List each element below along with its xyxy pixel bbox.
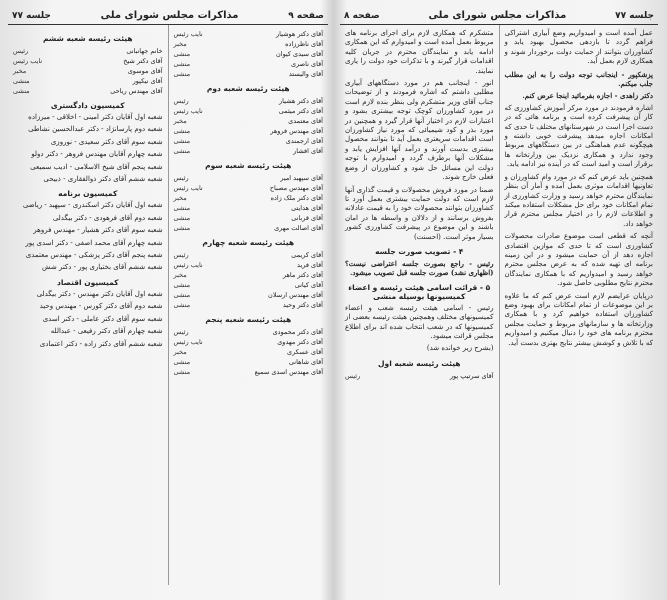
paragraph: ضمنا در مورد فروش محصولات و قیمت گذاری آنها لازم است که دولت حمایت بیشتری بعمل آورد تا کشاورزان بتوانند محصولات خود را به قیمت عادلانه بفروش برسانند و از دلالان و واسطه ها در امان باشند و این موضوع در پیشرفت کشاورزی کشور بسیار موثر است. (احسنت) bbox=[345, 185, 494, 241]
paragraph: شعبه ششم آقای دکتر زاده - دکتر اعتمادی bbox=[39, 339, 163, 348]
member-name: آقای مهندس مصباح bbox=[269, 184, 323, 192]
member-name: آقای سیدی کیوان bbox=[275, 50, 323, 58]
column bbox=[8, 25, 168, 585]
member-name: آقای ناصری bbox=[290, 60, 323, 68]
member-name: آقای شاهانی bbox=[288, 358, 323, 366]
paragraph: رئیس - اسامی هیئت رئیسه شعب و اعضاء کمیسیونهای مختلف وهمچنین هیئت رئیسه بعضی از کمیسیونها که در شعب انتخاب شده اند برای اطلاع مجلس قرائت میشود. bbox=[345, 303, 494, 340]
member-name: آقای سرتیپ پور bbox=[449, 371, 494, 380]
member-row bbox=[174, 69, 324, 79]
section-heading: هیئت رئیسه شعبه ششم bbox=[42, 34, 133, 43]
member-role: منشی bbox=[173, 60, 191, 68]
member-name: آقای اصالت مهری bbox=[274, 224, 323, 232]
member-role: منشی bbox=[173, 70, 191, 78]
member-role: مخبر bbox=[13, 67, 27, 75]
paragraph: شعبه پنجم آقای دکتر پزشکی - مهندس معتمدی bbox=[25, 251, 163, 260]
member-name: آقای دکتر میثمی bbox=[278, 107, 323, 115]
paragraph: دکتر زاهدی - اجازه بفرمائید اینجا عرض کنم. bbox=[522, 91, 653, 101]
member-role: منشی bbox=[173, 281, 191, 289]
member-role: مخبر bbox=[173, 271, 187, 279]
page-number: صفحه ۸ bbox=[344, 10, 380, 21]
member-row bbox=[13, 86, 163, 96]
member-row bbox=[174, 213, 324, 223]
page-title: مذاکرات مجلس شورای ملی bbox=[100, 10, 239, 21]
member-role: منشی bbox=[173, 127, 191, 135]
member-name: آقای کریمی bbox=[291, 251, 323, 259]
member-role: منشی bbox=[13, 87, 30, 95]
page-title: مذاکرات مجلس شورای ملی bbox=[428, 10, 567, 21]
member-name: آقای معتمدی bbox=[288, 117, 323, 125]
member-role: مخبر bbox=[173, 194, 187, 202]
paragraph: شعبه دوم پارسانژاد - دکتر عبدالحسین نشاطی bbox=[28, 125, 163, 134]
paragraph: شعبه ششم آقای دکتر ذوالفقاری - ذبیحی bbox=[43, 175, 163, 184]
member-role: منشی bbox=[173, 224, 191, 232]
member-role: منشی bbox=[173, 214, 191, 222]
member-row bbox=[174, 270, 324, 280]
right-page-header bbox=[340, 8, 658, 25]
member-role: منشی bbox=[173, 50, 191, 58]
member-row bbox=[174, 337, 324, 347]
section-heading: هیئت رئیسه شعبه سوم bbox=[205, 161, 292, 170]
member-name: آقای دکتر مهدوی bbox=[277, 338, 323, 346]
session-number: جلسه ۷۷ bbox=[615, 10, 654, 21]
paragraph: شعبه پنجم آقای شیخ الاسلامی - ادیب سمیعی bbox=[30, 162, 163, 171]
column bbox=[499, 25, 659, 585]
column bbox=[340, 25, 499, 585]
member-row bbox=[174, 193, 324, 203]
paragraph: شعبه اول آقایان دکتر مهندس - دکتر بیگدلی bbox=[36, 289, 163, 298]
paragraph: (بشرح زیر خوانده شد) bbox=[426, 344, 494, 353]
paragraph: آنچه که قطعی است موضوع صادرات محصولات کشاورزی است که تا حدی که موازین اقتصادی اجازه دهد از آن حمایت میشود و در این زمینه برنامه ای تهیه شده که به عرض مجلس محترم خواهد رسید و امیدواریم که با همکاری نمایندگان محترم نتایج مطلوبی حاصل شود. bbox=[504, 232, 653, 288]
paragraph: عمل آمده است و امیدواریم وضع آبیاری اشتراکی فراهم گردد تا بازدهی محصول بهبود یابد و کشاورزان بتوانند از حمایت دولت برخوردار شوند و همکاری لازم بعمل آید. bbox=[504, 29, 653, 66]
member-role: رئیس bbox=[13, 47, 29, 55]
member-role: منشی bbox=[173, 137, 191, 145]
member-row bbox=[174, 223, 324, 233]
member-role: منشی bbox=[173, 147, 191, 155]
member-name: آقای هدایتی bbox=[291, 204, 323, 212]
member-name: آقای موسوی bbox=[127, 67, 163, 75]
member-role: مخبر bbox=[173, 40, 187, 48]
paragraph: شعبه اول آقایان دکتر امینی - اخلاقی - میرزاده bbox=[28, 113, 163, 121]
member-role: نایب رئیس bbox=[13, 57, 43, 65]
member-name: آقای دکتر شیخ bbox=[123, 57, 163, 65]
member-role: مخبر bbox=[173, 117, 187, 125]
member-role: رئیس bbox=[173, 174, 189, 182]
member-row bbox=[174, 290, 324, 300]
paragraph: شعبه چهارم آقایان مهندس فروهر - دکتر دولو bbox=[31, 150, 163, 159]
section-heading: ۵ - قرائت اسامی هیئت رئیسه و اعضاء کمیسیونها بوسیله منشی bbox=[348, 282, 491, 301]
left-page bbox=[8, 8, 328, 592]
paragraph: شعبه چهارم آقای دکتر رفیعی - عبدالله bbox=[50, 327, 163, 336]
member-row bbox=[174, 116, 324, 126]
paragraph: شعبه دوم آقای دکتر کورس - مهندس وحید bbox=[39, 302, 163, 311]
member-row bbox=[174, 146, 324, 156]
member-row bbox=[174, 136, 324, 146]
member-name: آقای کیانی bbox=[294, 281, 323, 289]
paragraph: پزشکپور - اینجانب توجه دولت را به این مطلب جلب میکنم. bbox=[504, 69, 653, 89]
member-row bbox=[174, 183, 324, 193]
member-row bbox=[174, 367, 324, 377]
member-name: آقای فرید bbox=[297, 261, 323, 269]
member-name: آقای مهندس ریاحی bbox=[110, 87, 163, 95]
member-name: آقای دکتر وحید bbox=[282, 301, 323, 309]
paragraph: انور - اینجانب هم در مورد دستگاههای آبیاری مطلبی داشتم که اشاره فرمودند و از توضیحات جناب آقای وزیر متشکرم ولی بنظر بنده لازم است در مورد کشاورزان کوچک توجه بیشتری بشود و اعتبارات لازم در اختیار آنها قرار گیرد و همچنین در مورد بذر و کود شیمیائی که مورد نیاز کشاورزان است اقدامات سریعتری بعمل آید تا بتوانند محصول بیشتری بدست آورند و درآمد آنها افزایش یابد و مشکلات آنها برطرف گردد و امیدوارم با توجه دولت این مسائل حل شود و کشاورزان از وضع فعلی خارج شوند. bbox=[345, 79, 494, 182]
paragraph: شعبه سوم آقای دکتر هشیار - مهندس فروهر bbox=[33, 226, 163, 235]
member-name: آقای دکتر محمودی bbox=[272, 328, 323, 336]
member-role: نایب رئیس bbox=[173, 184, 203, 192]
left-page-header bbox=[8, 8, 328, 25]
member-role: رئیس bbox=[345, 371, 361, 380]
member-name: آقای مهندس فروهر bbox=[270, 127, 323, 135]
member-row bbox=[174, 347, 324, 357]
member-row bbox=[174, 106, 324, 116]
section-heading: هیئت رئیسه شعبه چهارم bbox=[202, 238, 295, 247]
member-role: مخبر bbox=[173, 348, 187, 356]
member-row bbox=[174, 280, 324, 290]
member-row bbox=[13, 76, 163, 86]
member-role: منشی bbox=[173, 291, 191, 299]
paragraph: شعبه چهارم آقای محمد اصفی - دکتر اسدی پور bbox=[25, 238, 163, 247]
member-row bbox=[174, 29, 324, 39]
right-page bbox=[340, 8, 658, 592]
member-row bbox=[174, 203, 324, 213]
paragraph: شعبه دوم آقای فرهودی - دکتر بیگدلی bbox=[52, 213, 163, 222]
member-row bbox=[174, 49, 324, 59]
member-name: آقای عسکری bbox=[287, 348, 323, 356]
section-heading: ۴ - تصویب صورت جلسه bbox=[375, 246, 464, 256]
section-heading: هیئت رئیسه شعبه اول bbox=[378, 358, 461, 368]
section-heading: کمیسیون دادگستری bbox=[50, 101, 125, 110]
member-name: آقای نیکپور bbox=[132, 77, 163, 85]
session-number: جلسه ۷۷ bbox=[12, 10, 51, 21]
member-row bbox=[174, 327, 324, 337]
member-role: نایب رئیس bbox=[173, 107, 203, 115]
page-number: صفحه ۹ bbox=[288, 10, 324, 21]
member-row bbox=[174, 357, 324, 367]
member-row bbox=[174, 96, 324, 106]
section-heading: هیئت رئیسه شعبه پنجم bbox=[205, 315, 292, 324]
member-role: رئیس bbox=[173, 328, 189, 336]
member-name: آقای والیستد bbox=[288, 70, 323, 78]
member-row bbox=[174, 300, 324, 310]
member-role: منشی bbox=[173, 301, 191, 309]
left-page-columns bbox=[8, 25, 328, 585]
paragraph: شعبه سوم آقای دکتر سعیدی - نوروزی bbox=[50, 137, 163, 146]
right-page-columns bbox=[340, 25, 658, 585]
member-name: آقای افشار bbox=[293, 147, 323, 155]
member-row bbox=[13, 56, 163, 66]
paragraph: شعبه سوم آقای دکتر عاملی - دکتر اسدی bbox=[42, 314, 163, 323]
member-role: رئیس bbox=[173, 97, 189, 105]
section-heading: هیئت رئیسه شعبه دوم bbox=[206, 84, 290, 93]
member-name: آقای مهندس اسدی سمیع bbox=[254, 368, 323, 376]
member-role: منشی bbox=[173, 358, 191, 366]
member-name: آقای ارجمندی bbox=[285, 137, 323, 145]
section-heading: کمیسیون اقتصاد bbox=[57, 277, 119, 287]
member-role: نایب رئیس bbox=[173, 30, 203, 38]
member-role: منشی bbox=[173, 204, 191, 212]
paragraph: درپایان عرایضم لازم است عرض کنم که ما علاوه بر این موضوعات از تمام امکانات برای بهبود وضع کشاورزان استفاده خواهیم کرد و با همکاری وزارتخانه ها و سازمانهای مربوط و حمایت مجلس محترم برنامه های خود را دنبال میکنیم و امیدواریم که با تلاش و کوشش بیشتر نتایج بهتری بدست آید. bbox=[504, 291, 653, 347]
paragraph: اشاره فرمودند در مورد مرکز آموزش کشاورزی که کار آن پیشرفت کرده است و برنامه هائی که در دست اجرا است در شهرستانهای مختلف تا حدی که امکانات اجازه میدهد پیشرفت خوبی داشته و هیچگونه عدم هماهنگی در بین دستگاههای مربوط وجود ندارد و همکاری نزدیک بین وزارتخانه ها برقرار است و امید است که در آینده نیز ادامه یابد. bbox=[504, 103, 653, 169]
member-role: نایب رئیس bbox=[173, 338, 203, 346]
member-name: خانم جهانبانی bbox=[126, 47, 163, 55]
member-row bbox=[345, 371, 494, 381]
member-name: آقای دکتر هوشیار bbox=[276, 30, 323, 38]
paragraph: متشکرم که همکاری لازم برای اجرای برنامه های مربوط بعمل آمده است و امیدوارم که این همکاری ادامه یابد و نمایندگان محترم در جریان کلیه اقدامات قرار گیرند و با تذکرات خود دولت را یاری نمایند. bbox=[345, 29, 494, 75]
member-name: آقای مهندس ارسلان bbox=[268, 291, 323, 299]
column bbox=[168, 25, 329, 585]
member-name: آقای دکتر ملک زاده bbox=[270, 194, 323, 202]
member-role: نایب رئیس bbox=[173, 261, 203, 269]
member-row bbox=[174, 59, 324, 69]
member-row bbox=[13, 46, 163, 56]
member-row bbox=[174, 39, 324, 49]
member-role: منشی bbox=[13, 77, 30, 85]
member-row bbox=[174, 126, 324, 136]
member-name: آقای ناظرزاده bbox=[285, 40, 323, 48]
section-heading: کمیسیون برنامه bbox=[58, 189, 118, 199]
member-row bbox=[13, 66, 163, 76]
paragraph: همچنین باید عرض کنم که در مورد وام کشاورزان و تعاونیها اقدامات موثری بعمل آمده و آمار آن بنظر نمایندگان محترم خواهد رسید و وزارت کشاورزی از تمام امکانات خود برای حل مشکلات استفاده میکند و اطلاعات لازم را در اختیار مجلس محترم قرار خواهد داد. bbox=[504, 172, 653, 228]
member-role: منشی bbox=[173, 368, 191, 376]
member-name: آقای دکتر ماهر bbox=[282, 271, 323, 279]
member-name: آقای دکتر هشیار bbox=[279, 97, 323, 105]
paragraph: شعبه ششم آقای بختیاری پور - دکتر شش bbox=[41, 263, 163, 272]
member-name: آقای قربانی bbox=[291, 214, 323, 222]
member-row bbox=[174, 250, 324, 260]
member-row bbox=[174, 260, 324, 270]
member-row bbox=[174, 173, 324, 183]
paragraph: شعبه اول آقایان دکتر اسکندری - سپهبد - ریاضی bbox=[22, 201, 163, 210]
paragraph: رئیس - راجع بصورت جلسه اعتراضی نیست؟ (اظهاری نشد) صورت جلسه قبل تصویب میشود. bbox=[345, 258, 494, 278]
member-name: آقای سپهبد امیر bbox=[280, 174, 323, 182]
member-role: رئیس bbox=[173, 251, 189, 259]
